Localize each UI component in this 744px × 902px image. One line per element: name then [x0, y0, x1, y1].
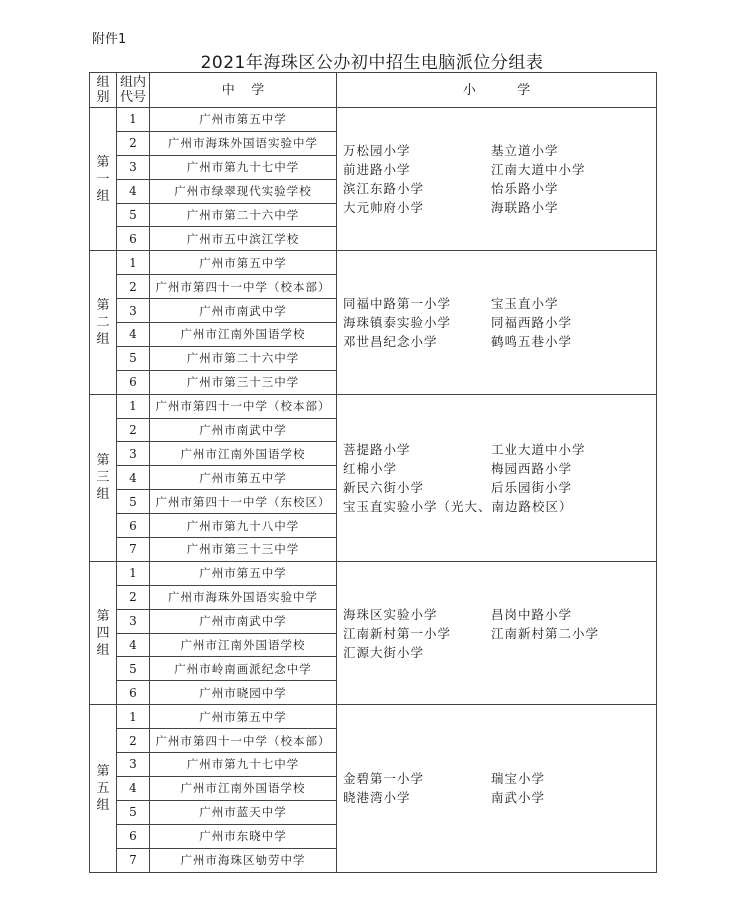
middle-school-name: 广州市晓园中学 — [150, 681, 337, 705]
middle-school-name: 广州市绿翠现代实验学校 — [150, 179, 337, 203]
primary-school-name: 南武小学 — [491, 790, 546, 806]
primary-school-line — [343, 624, 656, 643]
primary-school-list — [337, 108, 657, 251]
header-middle-school: 中 学 — [150, 73, 337, 108]
primary-school-name: 邓世昌纪念小学 — [343, 334, 438, 350]
middle-school-name: 广州市东晓中学 — [150, 824, 337, 848]
primary-school-name: 新民六街小学 — [343, 479, 425, 495]
school-code: 6 — [117, 681, 150, 705]
school-code: 3 — [117, 753, 150, 777]
primary-school-name: 宝玉直小学 — [491, 296, 559, 312]
grouping-table — [89, 72, 657, 873]
middle-school-name: 广州市第五中学 — [150, 466, 337, 490]
middle-school-name: 广州市第四十一中学（校本部） — [150, 729, 337, 753]
middle-school-name: 广州市江南外国语学校 — [150, 323, 337, 347]
school-code: 1 — [117, 251, 150, 275]
middle-school-name: 广州市海珠外国语实验中学 — [150, 131, 337, 155]
primary-school-name: 海珠区实验小学 — [343, 606, 438, 622]
middle-school-name: 广州市第四十一中学（校本部） — [150, 275, 337, 299]
school-code: 6 — [117, 370, 150, 394]
group-label: 第 四 组 — [90, 561, 117, 704]
primary-school-line — [343, 160, 656, 179]
primary-school-line — [343, 179, 656, 198]
middle-school-name: 广州市五中滨江学校 — [150, 227, 337, 251]
primary-school-name: 江南新村第一小学 — [343, 625, 452, 641]
primary-school-name: 怡乐路小学 — [491, 181, 559, 197]
page-title: 2021年海珠区公办初中招生电脑派位分组表 — [200, 53, 544, 73]
middle-school-name: 广州市第二十六中学 — [150, 203, 337, 227]
middle-school-name: 广州市江南外国语学校 — [150, 633, 337, 657]
primary-school-name: 鹤鸣五巷小学 — [491, 334, 573, 350]
school-code: 6 — [117, 514, 150, 538]
primary-school-name: 宝玉直实验小学（光大、南边路校区） — [343, 498, 573, 514]
middle-school-name: 广州市第五中学 — [150, 251, 337, 275]
primary-school-name: 梅园西路小学 — [491, 460, 573, 476]
school-code: 7 — [117, 848, 150, 872]
school-code: 3 — [117, 609, 150, 633]
school-code: 2 — [117, 729, 150, 753]
middle-school-name: 广州市第三十三中学 — [150, 370, 337, 394]
header-primary-school: 小 学 — [337, 73, 657, 108]
school-code: 3 — [117, 155, 150, 179]
school-code: 1 — [117, 394, 150, 418]
middle-school-name: 广州市南武中学 — [150, 299, 337, 323]
primary-school-name: 晓港湾小学 — [343, 790, 411, 806]
middle-school-name: 广州市第五中学 — [150, 108, 337, 132]
school-code: 5 — [117, 346, 150, 370]
middle-school-name: 广州市第四十一中学（校本部） — [150, 394, 337, 418]
primary-school-name: 万松园小学 — [343, 143, 411, 159]
attachment-label: 附件1 — [92, 32, 127, 47]
school-code: 1 — [117, 108, 150, 132]
middle-school-name: 广州市江南外国语学校 — [150, 442, 337, 466]
middle-school-name: 广州市第二十六中学 — [150, 346, 337, 370]
primary-school-line — [343, 643, 656, 662]
primary-school-name: 海联路小学 — [491, 200, 559, 216]
group-label: 第 五 组 — [90, 705, 117, 872]
primary-school-name: 后乐园街小学 — [491, 479, 573, 495]
middle-school-name: 广州市南武中学 — [150, 609, 337, 633]
header-group: 组 别 — [90, 73, 117, 108]
primary-school-name: 江南大道中小学 — [491, 162, 586, 178]
school-code: 4 — [117, 776, 150, 800]
school-code: 4 — [117, 466, 150, 490]
middle-school-name: 广州市第五中学 — [150, 561, 337, 585]
table-row — [90, 705, 657, 729]
primary-school-list — [337, 251, 657, 394]
middle-school-name: 广州市江南外国语学校 — [150, 776, 337, 800]
school-code: 7 — [117, 538, 150, 562]
primary-school-list — [337, 394, 657, 561]
primary-school-line — [343, 788, 656, 807]
table-header-row — [90, 73, 657, 108]
header-code: 组内 代号 — [117, 73, 150, 108]
school-code: 2 — [117, 131, 150, 155]
school-code: 3 — [117, 442, 150, 466]
primary-school-list — [337, 561, 657, 704]
school-code: 5 — [117, 657, 150, 681]
primary-school-line — [343, 440, 656, 459]
table-row — [90, 561, 657, 585]
primary-school-line — [343, 478, 656, 497]
table-row — [90, 251, 657, 275]
primary-school-name: 汇源大街小学 — [343, 644, 425, 660]
primary-school-name: 基立道小学 — [491, 143, 559, 159]
primary-school-name: 工业大道中小学 — [491, 441, 586, 457]
school-code: 2 — [117, 418, 150, 442]
primary-school-name: 前进路小学 — [343, 162, 411, 178]
middle-school-name: 广州市第九十七中学 — [150, 155, 337, 179]
school-code: 5 — [117, 800, 150, 824]
middle-school-name: 广州市第三十三中学 — [150, 538, 337, 562]
school-code: 5 — [117, 203, 150, 227]
middle-school-name: 广州市第九十八中学 — [150, 514, 337, 538]
middle-school-name: 广州市海珠外国语实验中学 — [150, 585, 337, 609]
group-label: 第 一 组 — [90, 108, 117, 251]
primary-school-name: 大元帅府小学 — [343, 200, 425, 216]
middle-school-name: 广州市岭南画派纪念中学 — [150, 657, 337, 681]
middle-school-name: 广州市南武中学 — [150, 418, 337, 442]
school-code: 1 — [117, 705, 150, 729]
school-code: 6 — [117, 824, 150, 848]
primary-school-line — [343, 198, 656, 217]
school-code: 2 — [117, 585, 150, 609]
primary-school-name: 海珠镇泰实验小学 — [343, 315, 452, 331]
table-row — [90, 394, 657, 418]
primary-school-name: 菩提路小学 — [343, 441, 411, 457]
primary-school-name: 同福西路小学 — [491, 315, 573, 331]
primary-school-line — [343, 769, 656, 788]
school-code: 6 — [117, 227, 150, 251]
primary-school-list — [337, 705, 657, 872]
primary-school-line — [343, 294, 656, 313]
school-code: 3 — [117, 299, 150, 323]
middle-school-name: 广州市海珠区劬劳中学 — [150, 848, 337, 872]
primary-school-line — [343, 313, 656, 332]
school-code: 5 — [117, 490, 150, 514]
middle-school-name: 广州市第五中学 — [150, 705, 337, 729]
primary-school-name: 同福中路第一小学 — [343, 296, 452, 312]
group-label: 第 二 组 — [90, 251, 117, 394]
school-code: 2 — [117, 275, 150, 299]
school-code: 4 — [117, 179, 150, 203]
primary-school-name: 昌岗中路小学 — [491, 606, 573, 622]
primary-school-line — [343, 459, 656, 478]
middle-school-name: 广州市第四十一中学（东校区） — [150, 490, 337, 514]
primary-school-line — [343, 605, 656, 624]
school-code: 4 — [117, 633, 150, 657]
primary-school-name: 金碧第一小学 — [343, 771, 425, 787]
primary-school-line — [343, 497, 656, 516]
school-code: 1 — [117, 561, 150, 585]
primary-school-name: 瑞宝小学 — [491, 771, 546, 787]
middle-school-name: 广州市第九十七中学 — [150, 753, 337, 777]
primary-school-name: 滨江东路小学 — [343, 181, 425, 197]
primary-school-name: 江南新村第二小学 — [491, 625, 600, 641]
school-code: 4 — [117, 323, 150, 347]
primary-school-line — [343, 141, 656, 160]
primary-school-line — [343, 332, 656, 351]
primary-school-name: 红棉小学 — [343, 460, 398, 476]
middle-school-name: 广州市蓝天中学 — [150, 800, 337, 824]
table-row — [90, 108, 657, 132]
group-label: 第 三 组 — [90, 394, 117, 561]
